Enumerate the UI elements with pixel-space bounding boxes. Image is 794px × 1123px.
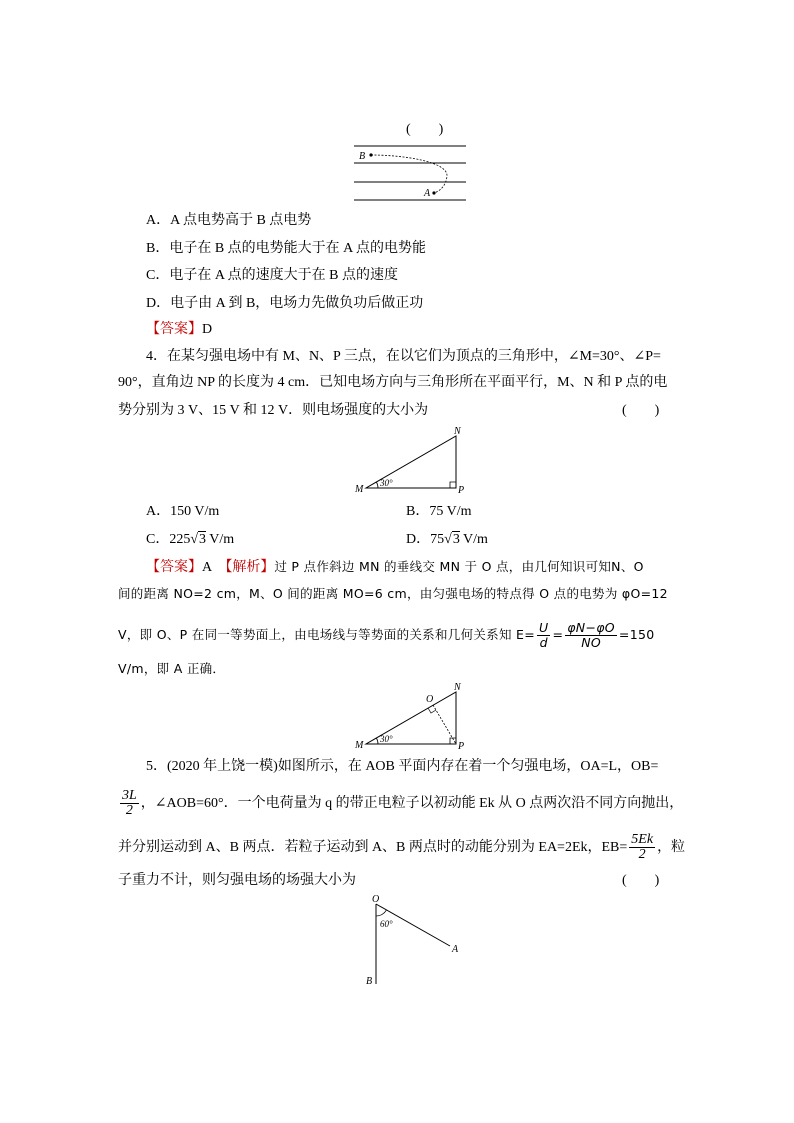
q4-sol-label-m: M <box>355 740 364 751</box>
q4-triangle-figure <box>352 424 472 496</box>
q4-option-c: C．225√3 V/m <box>146 532 235 547</box>
q5-label-o: O <box>372 894 380 905</box>
q4-option-b: B．75 V/m <box>406 504 472 519</box>
q4-stem-line3: 势分别为 3 V、15 V 和 12 V．则电场强度的大小为 <box>118 403 429 418</box>
q5-line3: 并分别运动到 A、B 两点．若粒子运动到 A、B 两点时的动能分别为 EA=2Ek，EB= $\frac{5Ek}{2}$ ，粒 <box>118 832 686 863</box>
q5-aob-figure <box>360 894 470 990</box>
q4-option-d: D．75√3 V/m <box>406 532 488 547</box>
q4-analysis-line4: V/m，即 A 正确． <box>118 661 226 676</box>
q4-analysis-line3: V，即 O、P 在同一等势面上，由电场线与等势面的关系和几何关系知 E= $\frac{U}{d}$ = $\frac{\varphi N-\varphi O}{NO}$ =150 <box>118 620 655 650</box>
q3-option-d: D．电子由 A 到 B，电场力先做负功后做正功 <box>146 296 424 311</box>
q4-analysis-line2: 间的距离 NO=2 cm，M、O 间的距离 MO=6 cm，由匀强电场的特点得 O 点的电势为 φO=12 <box>118 586 668 601</box>
q4-answer-analysis: 【答案】A 【解析】过 P 点作斜边 MN 的垂线交 MN 于 O 点，由几何知识可知N、O <box>146 559 644 575</box>
q4-solution-figure <box>352 680 472 752</box>
q4-label-m: M <box>355 484 364 495</box>
q3-field-figure <box>350 140 470 206</box>
answer-value: D <box>202 322 213 337</box>
q5-line2: $\frac{3L}{2}$ ，∠AOB=60°．一个电荷量为 q 的带正电粒子以初动能 Ek 从 O 点两次沿不同方向抛出， <box>122 788 684 819</box>
q4-stem-line2: 90°，直角边 NP 的长度为 4 cm．已知电场方向与三角形所在平面平行，M、N 和 P 点的电 <box>118 375 668 390</box>
q3-option-a: A．A 点电势高于 B 点电势 <box>146 213 312 228</box>
q4-sol-angle: 30° <box>380 734 393 744</box>
q4-sol-label-o: O <box>426 694 434 705</box>
answer-tag: 【答案】 <box>146 322 202 337</box>
q4-stem-line1: 4．在某匀强电场中有 M、N、P 三点，在以它们为顶点的三角形中，∠M=30°、∠P= <box>146 349 661 364</box>
q4-angle-label: 30° <box>380 478 393 488</box>
q3-answer-bracket: ( ) <box>406 122 444 137</box>
q5-line4: 子重力不计，则匀强电场的场强大小为 <box>118 873 356 888</box>
q5-label-b: B <box>366 976 373 987</box>
q4-label-p: P <box>458 485 465 496</box>
q3-option-b: B．电子在 B 点的电势能大于在 A 点的电势能 <box>146 241 427 256</box>
q3-answer <box>146 321 212 339</box>
q4-answer-bracket: ( ) <box>622 403 660 418</box>
q4-sol-label-n: N <box>454 682 461 693</box>
q4-label-n: N <box>454 426 461 437</box>
q5-label-a: A <box>452 944 459 955</box>
q5-answer-bracket: ( ) <box>622 873 660 888</box>
q3-label-a: A <box>424 188 431 199</box>
q4-option-a: A．150 V/m <box>146 504 220 519</box>
q3-option-c: C．电子在 A 点的速度大于在 B 点的速度 <box>146 268 399 283</box>
q5-line1: 5．(2020 年上饶一模)如图所示，在 AOB 平面内存在着一个匀强电场，OA=L，OB= <box>146 759 659 774</box>
q3-label-b: B <box>359 151 366 162</box>
q5-angle-label: 60° <box>380 919 393 929</box>
q4-sol-label-p: P <box>458 741 465 752</box>
